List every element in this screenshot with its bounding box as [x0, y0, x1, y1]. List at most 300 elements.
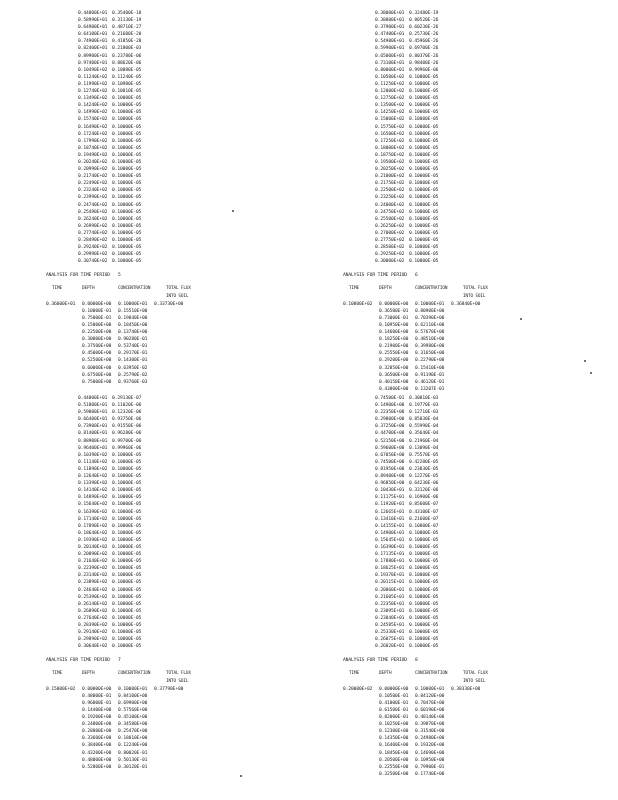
concentration-value: 0.10000E-05: [409, 96, 439, 102]
concentration-value: 0.19320E+00: [415, 743, 445, 749]
list-item: [78, 551, 206, 558]
time-value: [343, 322, 379, 329]
list-item: [78, 430, 206, 437]
time-value: [343, 757, 379, 764]
list-item: [375, 258, 503, 265]
concentration-value: 0.99960E-06: [409, 67, 439, 73]
depth-value: 0.24740E+02: [78, 202, 108, 208]
time-value: 0.15000E+02: [46, 686, 76, 692]
time-value: [343, 750, 379, 757]
list-item: [375, 480, 503, 487]
concentration-value: 0.93750E-06: [112, 417, 142, 423]
list-item: [375, 629, 503, 636]
concentration-value: 0.31540E+00: [415, 729, 445, 735]
time-value: [46, 721, 82, 728]
concentration-value: 0.13740E+00: [118, 330, 148, 336]
depth-value: 0.14155E+01: [375, 523, 405, 529]
concentration-value: 0.55990E-04: [409, 424, 439, 430]
concentration-value: 0.63950E-02: [118, 365, 148, 371]
concentration-value: 0.10000E-05: [409, 195, 439, 201]
list-item: [375, 572, 503, 579]
depth-value: 0.18625E+01: [375, 566, 405, 572]
concentration-value: 0.24980E+00: [415, 736, 445, 742]
list-item: [375, 466, 503, 473]
list-item: [375, 409, 503, 416]
table-row: [343, 315, 503, 322]
time-value: [46, 707, 82, 714]
time-value: [46, 728, 82, 735]
list-item: [375, 74, 503, 81]
table-row: [46, 336, 206, 343]
concentration-value: 0.10000E-05: [112, 159, 142, 165]
concentration-value: 0.10000E-05: [409, 566, 439, 572]
concentration-value: 0.80020E-01: [118, 750, 148, 756]
depth-value: 0.59000E+01: [78, 410, 108, 416]
list-item: [78, 459, 206, 466]
concentration-value: 0.10000E-05: [112, 481, 142, 487]
concentration-value: 0.10000E-05: [112, 167, 142, 173]
list-item: [78, 53, 206, 60]
scan-speck: [240, 775, 242, 777]
concentration-value: 0.31650E+00: [415, 351, 445, 357]
concentration-value: 0.10000E-05: [409, 245, 439, 251]
depth-value: 0.10500E-01: [379, 693, 409, 699]
list-item: [375, 138, 503, 145]
list-item: [375, 209, 503, 216]
column-headers: [343, 670, 503, 684]
table-row: [343, 735, 503, 742]
list-item: [375, 579, 503, 586]
list-item: [375, 88, 503, 95]
depth-value: 0.96400E+01: [78, 445, 108, 451]
flux-value: [451, 764, 487, 771]
depth-value: 0.73900E+01: [78, 424, 108, 430]
depth-value: 0.97400E+01: [78, 60, 108, 66]
flux-value: [451, 315, 487, 322]
table-row: [46, 714, 206, 721]
depth-value: 0.14350E+00: [379, 736, 409, 742]
col-depth: DEPTH: [379, 286, 392, 292]
list-item: [375, 537, 503, 544]
concentration-value: 0.79900E-01: [415, 764, 445, 770]
concentration-value: 0.10000E-05: [112, 615, 142, 621]
depth-value: 0.44700E+00: [375, 431, 405, 437]
concentration-value: 0.31130E-19: [112, 18, 142, 24]
table-row: [343, 742, 503, 749]
concentration-value: 0.10000E-05: [112, 459, 142, 465]
list-item: [375, 509, 503, 516]
concentration-value: 0.30810E-03: [409, 396, 439, 401]
depth-value: 0.20860E+01: [375, 587, 405, 593]
depth-value: 0.11175E+01: [375, 495, 405, 501]
depth-value: 0.48000E-01: [82, 693, 112, 699]
concentration-value: 0.25790E-02: [118, 372, 148, 378]
concentration-value: 0.57560E+00: [118, 707, 148, 713]
time-value: [46, 315, 82, 322]
depth-value: 0.20500E+00: [379, 757, 409, 763]
list-item: [78, 124, 206, 131]
scan-speck: [520, 318, 522, 320]
depth-value: 0.60000E+00: [82, 365, 112, 371]
flux-value: [451, 707, 487, 714]
depth-value: 0.52150E+00: [375, 438, 405, 444]
depth-value: 0.29200E+00: [379, 358, 409, 364]
concentration-value: 0.10000E-05: [409, 537, 439, 543]
concentration-value: 0.10000E-05: [409, 552, 439, 558]
flux-value: [154, 735, 190, 742]
concentration-value: 0.10000E-05: [409, 644, 439, 650]
concentration-value: 0.10000E-05: [112, 188, 142, 194]
list-item: [375, 223, 503, 230]
table-row: [46, 700, 206, 707]
depth-value: 0.10950E+00: [379, 322, 409, 328]
table-row: [46, 372, 206, 379]
depth-value: 0.13410E+01: [375, 516, 405, 522]
list-item: [375, 430, 503, 437]
time-value: [343, 735, 379, 742]
concentration-value: 0.10000E-05: [112, 131, 142, 137]
list-item: [375, 523, 503, 530]
list-item: [375, 67, 503, 74]
concentration-value: 0.10000E-05: [409, 580, 439, 586]
concentration-value: 0.10000E+01: [415, 301, 445, 307]
depth-value: 0.18750E+02: [375, 152, 405, 158]
depth-value: 0.12750E+02: [375, 96, 405, 102]
depth-value: 0.11890E+02: [78, 466, 108, 472]
depth-value: 0.26990E+02: [78, 223, 108, 229]
concentration-value: 0.10000E-05: [112, 537, 142, 543]
concentration-value: 0.10000E+01: [118, 686, 148, 692]
col-flux: TOTAL FLUX INTO SOIL: [463, 286, 488, 299]
table-row: [46, 735, 206, 742]
depth-value: 0.22350E+00: [375, 410, 405, 416]
flux-value: [154, 693, 190, 700]
list-item: [375, 124, 503, 131]
concentration-value: 0.10000E-05: [112, 124, 142, 130]
flux-value: [154, 764, 190, 771]
depth-concentration-list: [78, 395, 206, 650]
list-item: [78, 473, 206, 480]
table-row: [46, 379, 206, 386]
list-item: [78, 95, 206, 102]
table-row: [343, 365, 503, 372]
concentration-value: 0.48710E-27: [112, 25, 142, 31]
concentration-value: 0.10000E-05: [409, 544, 439, 550]
list-item: [375, 173, 503, 180]
depth-value: 0.29990E+02: [78, 252, 108, 258]
depth-value: 0.23095E+01: [375, 608, 405, 614]
table-row: [343, 386, 503, 393]
concentration-value: 0.13207E-01: [415, 386, 445, 392]
time-value: [46, 336, 82, 343]
depth-value: 0.13500E+02: [375, 103, 405, 109]
depth-value: 0.20990E+02: [78, 167, 108, 173]
depth-value: 0.19500E+02: [375, 159, 405, 165]
time-value: [46, 343, 82, 350]
list-item: [375, 230, 503, 237]
depth-value: 0.52500E+00: [82, 358, 112, 364]
table-row: [46, 329, 206, 336]
flux-value: [451, 365, 487, 372]
list-item: [78, 587, 206, 594]
concentration-value: 0.10000E-05: [112, 580, 142, 586]
depth-value: 0.75000E+00: [82, 379, 112, 385]
depth-value: 0.64900E+01: [78, 25, 108, 31]
col-flux: TOTAL FLUX INTO SOIL: [166, 671, 191, 684]
depth-value: 0.12300E+00: [379, 729, 409, 735]
concentration-value: 0.10000E-05: [409, 202, 439, 208]
flux-value: [451, 386, 487, 393]
concentration-value: 0.93760E-03: [118, 379, 148, 385]
time-value: [343, 336, 379, 343]
list-item: [78, 544, 206, 551]
concentration-value: 0.10000E-05: [409, 615, 439, 621]
time-value: [46, 714, 82, 721]
flux-value: [154, 714, 190, 721]
analysis-title: ANALYSIS FOR TIME PERIOD 6: [343, 273, 418, 279]
concentration-value: 0.10000E-05: [112, 209, 142, 215]
depth-value: 0.24750E+02: [375, 209, 405, 215]
depth-value: 0.10430E+01: [375, 488, 405, 494]
depth-value: 0.38000E+01: [375, 11, 405, 16]
list-item: [375, 438, 503, 445]
depth-value: 0.66400E+01: [78, 417, 108, 423]
depth-value: 0.74500E-01: [375, 396, 405, 401]
list-item: [375, 608, 503, 615]
depth-value: 0.11240E+02: [78, 74, 108, 80]
col-concentration: CONCENTRATION: [118, 286, 151, 292]
time-value: [343, 721, 379, 728]
depth-value: 0.67500E+00: [82, 372, 112, 378]
list-item: [375, 251, 503, 258]
depth-value: 0.65000E+01: [375, 53, 405, 59]
concentration-value: 0.10000E-05: [112, 110, 142, 116]
table-row: [343, 707, 503, 714]
depth-value: 0.20240E+02: [78, 159, 108, 165]
concentration-value: 0.11240E-05: [112, 74, 142, 80]
depth-value: 0.26250E+02: [375, 223, 405, 229]
depth-value: 0.29240E+02: [78, 245, 108, 251]
concentration-value: 0.10000E-05: [409, 259, 439, 265]
concentration-value: 0.43100E-07: [409, 509, 439, 515]
depth-value: 0.29140E+02: [78, 630, 108, 636]
list-item: [375, 31, 503, 38]
concentration-value: 0.11020E-06: [112, 403, 142, 409]
depth-value: 0.48000E+00: [82, 757, 112, 763]
list-item: [375, 601, 503, 608]
concentration-value: 0.10000E-05: [409, 587, 439, 593]
list-item: [78, 102, 206, 109]
depth-value: 0.73000E-01: [379, 315, 409, 321]
time-value: 0.10800E+02: [343, 301, 373, 307]
concentration-value: 0.33120E-06: [409, 488, 439, 494]
depth-value: 0.12665E+01: [375, 509, 405, 515]
depth-value: 0.20890E+02: [78, 552, 108, 558]
concentration-value: 0.10000E-05: [112, 174, 142, 180]
list-item: [78, 480, 206, 487]
concentration-value: 0.10000E-05: [112, 530, 142, 536]
depth-value: 0.17140E+02: [78, 516, 108, 522]
list-item: [375, 459, 503, 466]
concentration-value: 0.10000E-05: [409, 223, 439, 229]
depth-value: 0.21750E+02: [375, 181, 405, 187]
concentration-value: 0.10000E-05: [409, 230, 439, 236]
table-row: [343, 343, 503, 350]
depth-value: 0.23250E+02: [375, 195, 405, 201]
list-item: [375, 402, 503, 409]
flux-value: [451, 742, 487, 749]
flux-value: [451, 757, 487, 764]
table-row: [46, 343, 206, 350]
col-depth: DEPTH: [82, 286, 95, 292]
concentration-value: 0.10000E-05: [112, 466, 142, 472]
list-item: [375, 60, 503, 67]
depth-value: 0.61500E-01: [379, 707, 409, 713]
concentration-value: 0.10000E-05: [112, 96, 142, 102]
concentration-value: 0.10000E-05: [409, 630, 439, 636]
concentration-value: 0.12240E+00: [118, 743, 148, 749]
column-headers: [46, 285, 206, 299]
concentration-value: 0.10000E-05: [409, 252, 439, 258]
depth-value: 0.14900E+01: [375, 530, 405, 536]
list-item: [375, 494, 503, 501]
concentration-value: 0.75570E-05: [409, 452, 439, 458]
depth-concentration-list: [78, 10, 206, 265]
depth-value: 0.10250E+00: [379, 722, 409, 728]
list-item: [375, 45, 503, 52]
depth-value: 0.96850E+00: [375, 481, 405, 487]
depth-value: 0.23240E+02: [78, 188, 108, 194]
list-item: [375, 473, 503, 480]
concentration-value: 0.10000E-05: [409, 594, 439, 600]
table-row: [343, 357, 503, 364]
list-item: [375, 216, 503, 223]
depth-value: 0.26890E+02: [78, 608, 108, 614]
list-item: [375, 81, 503, 88]
concentration-value: 0.84120E+00: [415, 693, 445, 699]
depth-value: 0.22490E+02: [78, 181, 108, 187]
time-value: [46, 322, 82, 329]
depth-value: 0.28500E+02: [375, 245, 405, 251]
table-row: [46, 721, 206, 728]
depth-value: 0.40150E+00: [379, 379, 409, 385]
depth-value: 0.36500E-01: [379, 308, 409, 314]
depth-value: 0.15000E+02: [375, 117, 405, 123]
table-row: [343, 771, 503, 778]
depth-value: 0.10500E+02: [375, 74, 405, 80]
concentration-value: 0.21800E-03: [112, 46, 142, 52]
list-item: [78, 251, 206, 258]
table-row: [343, 372, 503, 379]
concentration-value: 0.18450E+00: [118, 322, 148, 328]
list-item: [78, 516, 206, 523]
list-item: [78, 423, 206, 430]
list-item: [78, 202, 206, 209]
list-item: [78, 402, 206, 409]
concentration-value: 0.10000E-05: [409, 530, 439, 536]
depth-value: 0.22500E+00: [82, 330, 112, 336]
list-item: [78, 45, 206, 52]
concentration-value: 0.46120E-01: [415, 379, 445, 385]
flux-value: [154, 757, 190, 764]
list-item: [78, 81, 206, 88]
concentration-value: 0.15410E+00: [415, 365, 445, 371]
col-concentration: CONCENTRATION: [415, 286, 448, 292]
time-value: [46, 350, 82, 357]
concentration-value: 0.10000E-05: [409, 623, 439, 628]
depth-value: 0.43200E+00: [82, 750, 112, 756]
depth-value: 0.88900E+01: [78, 438, 108, 444]
depth-value: 0.82000E-01: [379, 715, 409, 721]
concentration-value: 0.98400E-26: [409, 60, 439, 66]
concentration-value: 0.85600E-07: [409, 502, 439, 508]
list-item: [375, 131, 503, 138]
depth-value: 0.18740E+02: [78, 145, 108, 151]
list-item: [375, 395, 503, 402]
list-item: [78, 608, 206, 615]
depth-value: 0.00000E+00: [379, 301, 409, 307]
depth-value: 0.14900E+00: [375, 403, 405, 409]
depth-value: 0.28390E+02: [78, 623, 108, 628]
concentration-value: 0.21600E-07: [409, 516, 439, 522]
depth-value: 0.19490E+02: [78, 152, 108, 158]
concentration-value: 0.10000E-05: [112, 103, 142, 109]
flux-value: [154, 322, 190, 329]
concentration-value: 0.35640E-04: [409, 431, 439, 437]
concentration-value: 0.10000E-05: [409, 559, 439, 565]
list-item: [375, 615, 503, 622]
list-item: [78, 88, 206, 95]
list-item: [375, 587, 503, 594]
concentration-value: 0.10000E-05: [112, 630, 142, 636]
concentration-value: 0.12710E-03: [409, 410, 439, 416]
list-item: [78, 138, 206, 145]
depth-value: 0.14240E+02: [78, 103, 108, 109]
depth-value: 0.13390E+02: [78, 481, 108, 487]
depth-value: 0.81400E+01: [78, 431, 108, 437]
concentration-value: 0.12270E-05: [409, 474, 439, 480]
list-item: [78, 173, 206, 180]
concentration-value: 0.14690E+00: [415, 750, 445, 756]
concentration-value: 0.10800E-07: [409, 523, 439, 529]
list-item: [375, 53, 503, 60]
flux-value: [154, 343, 190, 350]
flux-value: [154, 308, 190, 315]
time-value: [46, 742, 82, 749]
concentration-value: 0.48510E+00: [415, 337, 445, 343]
concentration-value: 0.23780E-06: [112, 53, 142, 59]
flux-value: [154, 336, 190, 343]
flux-value: [154, 372, 190, 379]
time-value: [343, 357, 379, 364]
table-row: [46, 707, 206, 714]
time-value: [46, 757, 82, 764]
printout-quadrant-1: [46, 10, 206, 386]
depth-value: 0.27640E+02: [78, 615, 108, 621]
table-row: [343, 700, 503, 707]
concentration-value: 0.10000E-05: [409, 74, 439, 80]
list-item: [375, 594, 503, 601]
concentration-value: 0.10000E+01: [415, 686, 445, 692]
concentration-value: 0.57670E+00: [415, 330, 445, 336]
list-item: [375, 565, 503, 572]
column-headers: [343, 285, 503, 299]
scan-speck: [584, 360, 586, 362]
time-value: 0.36000E+01: [46, 301, 76, 307]
concentration-value: 0.22790E+00: [415, 358, 445, 364]
concentration-value: 0.10000E-05: [409, 216, 439, 222]
concentration-value: 0.10000E-05: [112, 495, 142, 501]
